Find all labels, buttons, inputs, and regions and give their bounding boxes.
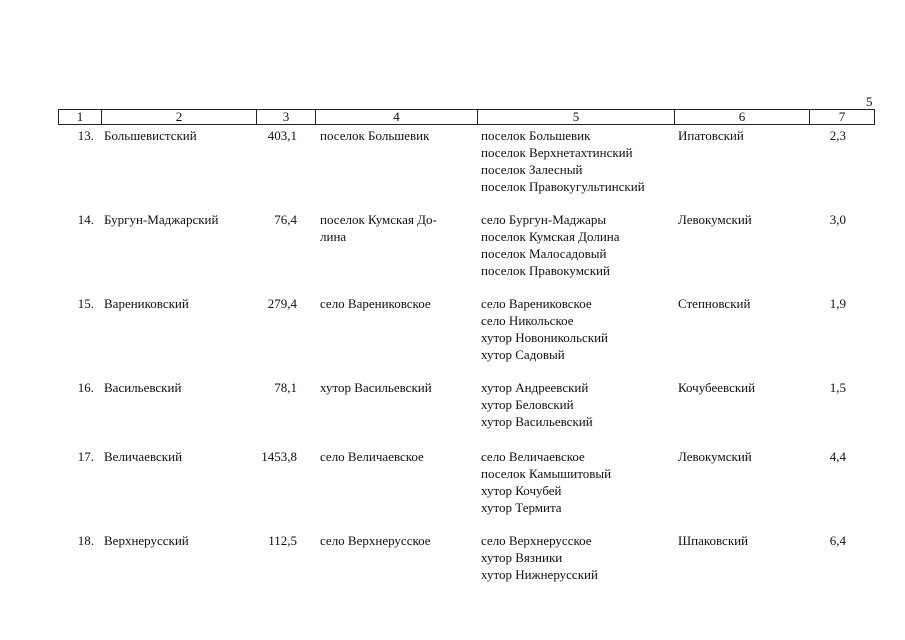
administrative-center: [320, 127, 470, 144]
settlement-name: Величаевский: [104, 449, 183, 464]
administrative-center: [320, 532, 470, 549]
settlement-name: Бургун-Маджарский: [104, 212, 219, 227]
settlement-item: хутор Вязники: [481, 550, 563, 565]
center-line: поселок Кумская До-: [320, 212, 437, 227]
settlement-item: хутор Термита: [481, 500, 562, 515]
column-number-3: 3: [257, 110, 316, 124]
district-name: Левокумский: [678, 449, 752, 464]
settlement-item: хутор Кочубей: [481, 483, 562, 498]
column-number-7: 7: [838, 109, 846, 124]
settlement-item: село Варениковское: [481, 296, 592, 311]
settlement-item: поселок Большевик: [481, 128, 591, 143]
settlement-name: Варениковский: [104, 296, 189, 311]
settlement-item: хутор Нижнерусский: [481, 567, 598, 582]
center-line: лина: [320, 229, 347, 244]
settlement-item: поселок Залесный: [481, 162, 583, 177]
center-line: село Верхнерусское: [320, 533, 431, 548]
column-number-5: 5: [478, 110, 675, 124]
row-number: 17.: [77, 449, 94, 464]
column-number-header: [58, 109, 875, 125]
area-value: 78,1: [274, 380, 297, 395]
district-name: Кочубеевский: [678, 380, 756, 395]
district-name: Ипатовский: [678, 128, 744, 143]
settlements-list: [481, 127, 681, 195]
settlements-list: [481, 379, 681, 430]
settlements-list: [481, 211, 681, 279]
settlement-item: поселок Правокумский: [481, 263, 610, 278]
area-value: 403,1: [267, 128, 297, 143]
administrative-center: [320, 295, 470, 312]
area-value: 1453,8: [261, 449, 297, 464]
district-name: Левокумский: [678, 212, 752, 227]
administrative-center: [320, 448, 470, 465]
district-name: Шпаковский: [678, 533, 749, 548]
settlement-item: хутор Новоникольский: [481, 330, 609, 345]
column-number-6: 6: [675, 110, 810, 124]
column-number-2: 2: [102, 110, 257, 124]
row-number: 13.: [77, 128, 94, 143]
population-value: 1,9: [829, 296, 846, 311]
area-value: 76,4: [274, 212, 297, 227]
population-value: 3,0: [829, 212, 846, 227]
settlements-list: [481, 532, 681, 583]
row-number: 18.: [77, 533, 94, 548]
settlement-item: село Величаевское: [481, 449, 585, 464]
settlement-item: село Верхнерусское: [481, 533, 592, 548]
area-value: 279,4: [267, 296, 297, 311]
district-name: Степновский: [678, 296, 751, 311]
row-number: 14.: [77, 212, 94, 227]
administrative-center: [320, 379, 470, 396]
row-number: 16.: [77, 380, 94, 395]
settlement-item: поселок Правокугультинский: [481, 179, 645, 194]
settlement-item: село Бургун-Маджары: [481, 212, 607, 227]
settlement-item: хутор Андреевский: [481, 380, 589, 395]
center-line: хутор Васильевский: [320, 380, 432, 395]
settlements-list: [481, 295, 681, 363]
settlements-list: [481, 448, 681, 516]
population-value: 2,3: [829, 128, 846, 143]
settlement-item: хутор Васильевский: [481, 414, 593, 429]
settlement-name: Васильевский: [104, 380, 182, 395]
population-value: 4,4: [829, 449, 846, 464]
column-number-1: 1: [59, 110, 102, 124]
settlement-item: поселок Малосадовый: [481, 246, 607, 261]
population-value: 1,5: [829, 380, 846, 395]
settlement-item: хутор Садовый: [481, 347, 565, 362]
settlement-item: поселок Камышитовый: [481, 466, 612, 481]
area-value: 112,5: [268, 533, 297, 548]
settlement-item: село Никольское: [481, 313, 574, 328]
settlement-name: Верхнерусский: [104, 533, 189, 548]
settlement-item: поселок Верхнетахтинский: [481, 145, 633, 160]
row-number: 15.: [77, 296, 94, 311]
page-number: 5: [866, 94, 873, 109]
center-line: поселок Большевик: [320, 128, 430, 143]
column-number-4: 4: [316, 110, 478, 124]
settlement-item: поселок Кумская Долина: [481, 229, 620, 244]
center-line: село Величаевское: [320, 449, 424, 464]
administrative-center: [320, 211, 470, 245]
settlement-item: хутор Беловский: [481, 397, 574, 412]
settlement-name: Большевистский: [104, 128, 197, 143]
center-line: село Варениковское: [320, 296, 431, 311]
population-value: 6,4: [829, 533, 846, 548]
